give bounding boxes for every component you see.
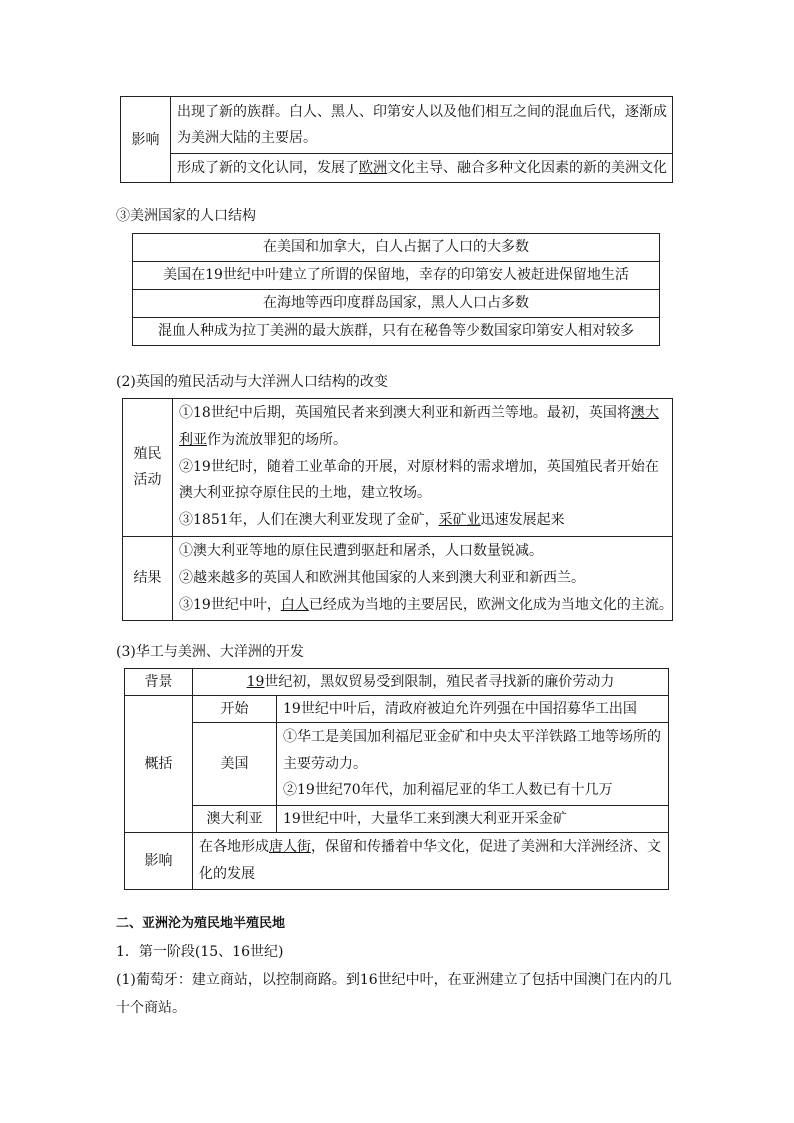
impact-underlined: 唐人街 (269, 838, 311, 855)
australia-cell: 19世纪中叶，大量华工来到澳大利亚开采金矿 (277, 805, 669, 832)
population-row: 美国在19世纪中叶建立了所谓的保留地，幸存的印第安人被赶进保留地生活 (133, 262, 660, 290)
us-text: 主要劳动力。 (283, 755, 367, 772)
impact-text: 在各地形成 (199, 838, 269, 855)
summary-label: 概括 (125, 696, 193, 833)
colonial-label-line-2: 活动 (133, 472, 162, 489)
population-row: 在海地等西印度群岛国家，黑人人口占多数 (133, 290, 660, 318)
us-cell (277, 723, 669, 806)
impact-text: 化的发展 (199, 865, 255, 882)
us-text: ②19世纪70年代，加利福尼亚的华工人数已有十几万 (283, 782, 613, 798)
heading-americas-population: ③美洲国家的人口结构 (116, 208, 256, 224)
influence-text-2-pre: 形成了新的文化认同，发展了 (177, 160, 359, 176)
stage-one-heading: 1．第一阶段(15、16世纪) (116, 944, 284, 960)
background-text: 世纪初，黑奴贸易受到限制，殖民者寻找新的廉价劳动力 (264, 674, 615, 690)
result-cell (173, 536, 673, 620)
heading-chinese-workers: (3)华工与美洲、大洋洲的开发 (116, 644, 304, 660)
population-row: 混血人种成为拉丁美洲的最大族群，只有在秘鲁等少数国家印第安人相对较多 (133, 318, 660, 346)
americas-population-table (132, 233, 660, 346)
impact-cell (193, 832, 669, 889)
us-label: 美国 (193, 723, 277, 806)
result-text: ②越来越多的英国人和欧洲其他国家的人来到澳大利亚和新西兰。 (179, 569, 585, 586)
colonial-underlined: 采矿业 (438, 512, 481, 529)
colonial-text: 作为流放罪犯的场所。 (207, 431, 347, 448)
result-text: 已经成为当地的主要居民，欧洲文化成为当地文化的主流。 (308, 596, 673, 613)
influence-cell-2 (171, 154, 673, 183)
colonial-text: ②19世纪时，随着工业革命的开展，对原材料的需求增加，英国殖民者开始在 (179, 458, 659, 475)
section-two-title: 二、亚洲沦为殖民地半殖民地 (116, 916, 286, 931)
colonial-label-line-1: 殖民 (133, 446, 162, 463)
start-label: 开始 (193, 696, 277, 723)
portugal-text-line-2: 十个商站。 (116, 1000, 186, 1016)
colonial-text: ①18世纪中后期，英国殖民者来到澳大利亚和新西兰等地。最初，英国将 (179, 405, 631, 421)
us-text: ①华工是美国加利福尼亚金矿和中央太平洋铁路工地等场所的 (283, 729, 661, 745)
influence-text-line-2: 为美洲大陆的主要居。 (177, 130, 317, 146)
influence-table (120, 96, 673, 183)
population-row: 在美国和加拿大，白人占据了人口的大多数 (133, 234, 660, 262)
start-cell: 19世纪中叶后，清政府被迫允许列强在中国招募华工出国 (277, 696, 669, 723)
impact-text: ，保留和传播着中华文化，促进了美洲和大洋洲经济、文 (311, 838, 661, 855)
colonial-text: ③1851年，人们在澳大利亚发现了金矿， (179, 512, 439, 529)
britain-colonial-table (122, 398, 673, 621)
colonial-text: 迅速发展起来 (480, 512, 565, 529)
result-label: 结果 (123, 536, 173, 620)
colonial-underlined: 利亚 (179, 431, 207, 448)
heading-britain-colonial: (2)英国的殖民活动与大洋洲人口结构的改变 (116, 374, 388, 390)
colonial-activity-cell (173, 399, 673, 537)
colonial-text: 澳大利亚掠夺原住民的土地，建立牧场。 (179, 485, 431, 502)
impact-label: 影响 (125, 832, 193, 889)
influence-text-2-underlined: 欧洲 (359, 160, 387, 176)
background-label: 背景 (125, 669, 193, 696)
colonial-activity-label (123, 399, 173, 537)
result-underlined: 白人 (280, 596, 309, 613)
result-text: ③19世纪中叶， (179, 596, 281, 613)
influence-text-2-post: 文化主导、融合多种文化因素的新的美洲文化 (387, 160, 667, 176)
chinese-workers-table (124, 668, 669, 890)
influence-label: 影响 (121, 97, 171, 183)
background-underlined: 19 (246, 674, 265, 690)
background-cell (193, 669, 669, 696)
colonial-underlined: 澳大 (630, 405, 659, 421)
portugal-text-line-1: (1)葡萄牙：建立商站，以控制商路。到16世纪中叶，在亚洲建立了包括中国澳门在内的几 (116, 972, 672, 988)
result-text: ①澳大利亚等地的原住民遭到驱赶和屠杀，人口数量锐减。 (179, 542, 543, 559)
influence-text-line-1: 出现了新的族群。白人、黑人、印第安人以及他们相互之间的混血后代，逐渐成 (177, 104, 667, 120)
australia-label: 澳大利亚 (193, 805, 277, 832)
influence-cell-1 (171, 97, 673, 154)
